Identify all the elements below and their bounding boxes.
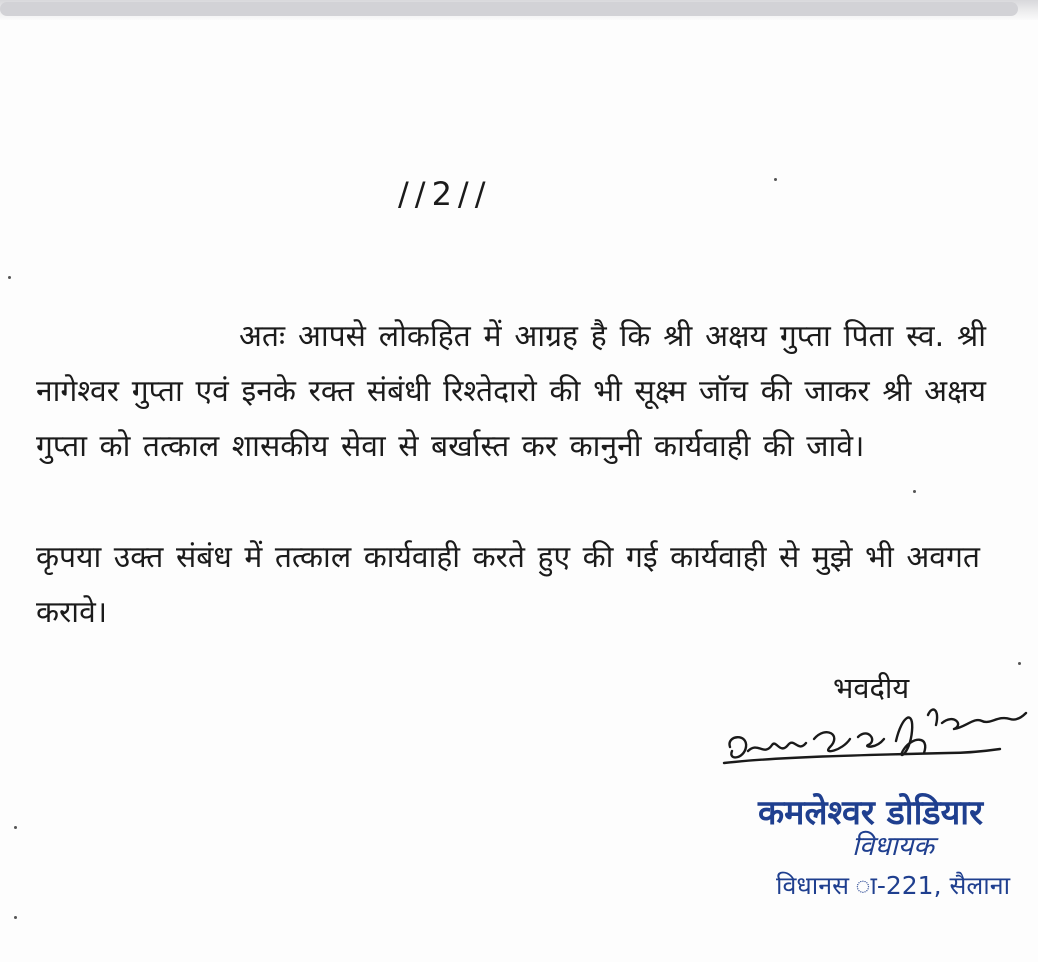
- scan-speck: [913, 490, 916, 493]
- stamp-title: विधायक: [852, 831, 934, 862]
- stamp-name: कमलेश्वर डोडियार: [758, 793, 984, 833]
- scan-speck: [1018, 662, 1021, 665]
- closing-salutation: भवदीय: [833, 671, 910, 705]
- scan-top-edge: [0, 0, 1038, 20]
- scan-speck: [774, 178, 777, 181]
- scan-speck: [14, 826, 17, 829]
- page-number: //2//: [398, 175, 492, 213]
- handwritten-signature: [718, 695, 1038, 785]
- body-paragraph-request: अतः आपसे लोकहित में आग्रह है कि श्री अक्षय गुप्ता पिता स्व. श्री नागेश्वर गुप्ता एवं इनके रक्त संबंधी रिश्तेदारो की भी सूक्ष्म जॉच की जाकर श्री अक्षय गुप्ता को तत्काल शासकीय सेवा से बर्खास्त कर कानुनी कार्यवाही की जावे।: [36, 319, 986, 464]
- body-paragraph-inform: कृपया उक्त संबंध में तत्काल कार्यवाही करते हुए की गई कार्यवाही से मुझे भी अवगत करावे।: [36, 540, 980, 630]
- stamp-constituency: विधानस ा-221, सैलाना: [776, 871, 1011, 900]
- scan-speck: [14, 916, 17, 919]
- scan-speck: [8, 276, 11, 279]
